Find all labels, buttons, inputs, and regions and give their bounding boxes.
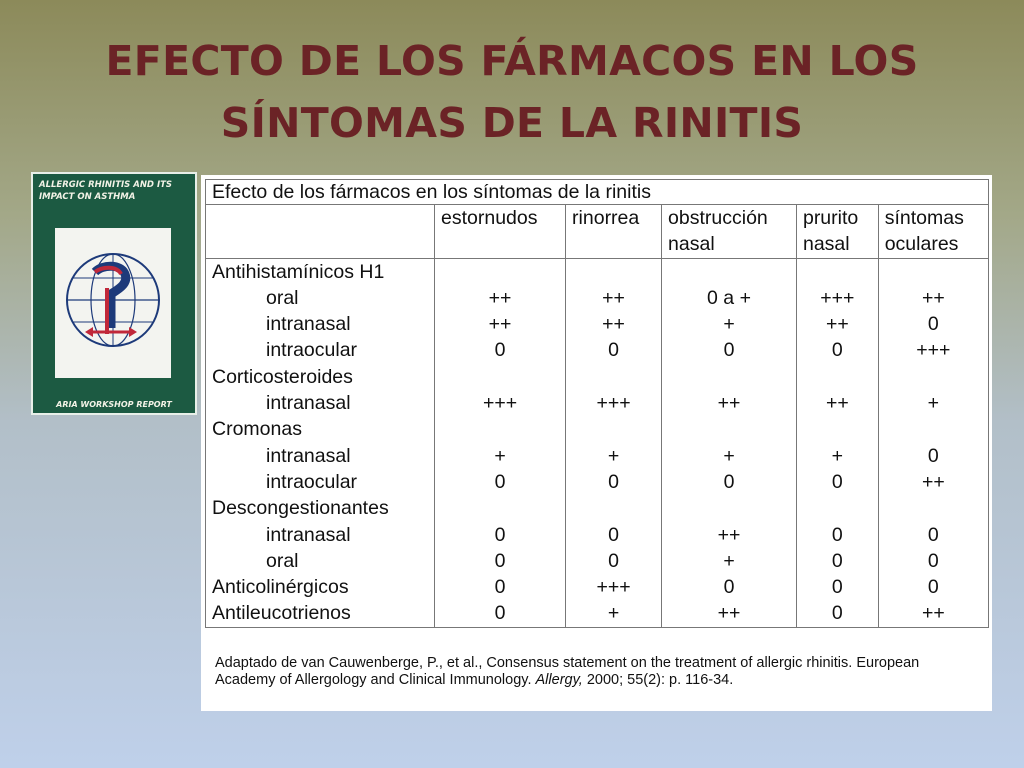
header-sneezing: estornudos <box>435 205 566 259</box>
cover-title <box>39 179 189 203</box>
effect-value: + <box>723 444 735 467</box>
effect-value: ++ <box>602 286 625 309</box>
effect-value: + <box>831 444 844 467</box>
header-blank-cell <box>206 205 435 259</box>
row-label: Corticosteroides <box>212 365 353 388</box>
effect-value: ++ <box>602 313 625 336</box>
effect-value <box>885 259 982 285</box>
effect-value: 0 <box>608 549 619 572</box>
row-label: intraocular <box>266 339 358 362</box>
effect-value <box>668 416 790 442</box>
effect-value: 0 <box>831 339 843 362</box>
cover-title-line-2: IMPACT ON ASTHMA <box>39 192 136 202</box>
effect-value: 0 <box>494 339 506 362</box>
effect-value <box>885 364 982 390</box>
effect-value <box>668 259 790 285</box>
row-label: Antileucotrienos <box>212 602 351 625</box>
effect-value: 0 <box>494 549 506 572</box>
header-rhinorrhea: rinorrea <box>566 205 662 259</box>
effect-value: ++ <box>921 602 945 625</box>
drug-effects-table <box>205 179 989 628</box>
effect-value: 0 <box>494 576 506 599</box>
header-nasal-itch: prurito nasal <box>796 205 878 259</box>
table-caption: Efecto de los fármacos en los síntomas de la rinitis <box>206 180 989 205</box>
effect-value: 0 <box>494 602 506 625</box>
aria-report-cover <box>31 172 197 415</box>
slide-title <box>40 30 984 154</box>
row-label: intranasal <box>266 523 351 546</box>
header-ocular-symptoms: síntomas oculares <box>878 205 988 259</box>
row-label: oral <box>266 286 299 309</box>
sneezing-values-column <box>435 258 566 627</box>
effect-value <box>572 364 655 390</box>
effect-value: + <box>607 444 620 467</box>
effect-value <box>441 364 559 390</box>
table-body-row <box>206 258 989 627</box>
effect-value: 0 <box>723 470 735 493</box>
effect-value: ++ <box>717 523 741 546</box>
effect-value: 0 <box>831 523 843 546</box>
effect-value: 0 <box>831 549 843 572</box>
effect-value: +++ <box>596 576 631 599</box>
row-label: Cromonas <box>212 418 302 441</box>
row-label: Antihistamínicos H1 <box>212 260 385 283</box>
header-nasal-obstruction: obstrucción nasal <box>662 205 797 259</box>
effect-value: +++ <box>596 392 631 415</box>
effect-value <box>441 495 559 521</box>
effect-value: 0 <box>608 339 619 362</box>
row-label: oral <box>266 549 299 572</box>
effect-value <box>572 416 655 442</box>
effect-value <box>803 416 872 442</box>
effect-value <box>441 416 559 442</box>
effect-value: 0 <box>608 523 619 546</box>
row-label: Descongestionantes <box>212 497 389 520</box>
row-label: intraocular <box>266 470 358 493</box>
row-label: Anticolinérgicos <box>212 576 349 599</box>
effect-value: 0 <box>831 470 843 493</box>
effect-value: 0 <box>927 576 939 599</box>
effect-value: 0 <box>494 470 506 493</box>
effect-value <box>668 364 790 390</box>
effect-value: ++ <box>717 392 741 415</box>
effect-value: + <box>723 549 735 572</box>
effect-value <box>572 495 655 521</box>
row-label: intranasal <box>266 313 351 336</box>
row-label: intranasal <box>266 392 351 415</box>
effect-value: ++ <box>488 313 512 336</box>
slide-title-line-1: EFECTO DE LOS FÁRMACOS EN LOS <box>105 37 919 85</box>
rhinorrhea-values-column <box>566 258 662 627</box>
effect-value: ++ <box>921 286 945 309</box>
nasal-itch-values-column <box>796 258 878 627</box>
effect-value: + <box>723 313 735 336</box>
effect-value: + <box>494 444 506 467</box>
effect-value: +++ <box>820 286 855 309</box>
slide-title-line-2: SÍNTOMAS DE LA RINITIS <box>220 99 804 147</box>
table-header-row <box>206 205 989 259</box>
effect-value: ++ <box>825 392 849 415</box>
globe-logo-icon <box>55 228 171 378</box>
effect-value <box>885 495 982 521</box>
source-citation: Adaptado de van Cauwenberge, P., et al., Consensus statement on the treatment of allergic rhinitis. European Academy of Allergology and Clinical Immunology. Allergy, 2000; 55(2): p. 116-34. <box>215 655 920 688</box>
effect-value: + <box>607 602 620 625</box>
effect-value: ++ <box>921 470 945 493</box>
effect-value: 0 <box>927 313 939 336</box>
effect-value <box>803 364 872 390</box>
effect-value: ++ <box>488 286 512 309</box>
effect-value: 0 <box>494 523 506 546</box>
effect-value <box>668 495 790 521</box>
effect-value <box>803 495 872 521</box>
effect-value: 0 <box>927 549 939 572</box>
effect-value: 0 <box>723 576 735 599</box>
effect-value: +++ <box>916 339 951 362</box>
table-panel <box>201 175 992 711</box>
effect-value <box>441 259 559 285</box>
ocular-values-column <box>878 258 988 627</box>
effect-value <box>572 259 655 285</box>
drug-label-column <box>206 258 435 627</box>
effect-value: ++ <box>717 602 741 625</box>
effect-value: 0 <box>831 576 843 599</box>
effect-value: 0 <box>831 602 843 625</box>
cover-title-line-1: ALLERGIC RHINITIS AND ITS <box>39 180 173 190</box>
obstruction-values-column <box>662 258 797 627</box>
effect-value <box>885 416 982 442</box>
row-label: intranasal <box>266 444 351 467</box>
effect-value: 0 <box>723 339 735 362</box>
cover-footer: ARIA WORKSHOP REPORT <box>56 400 172 409</box>
effect-value: 0 <box>608 470 619 493</box>
globe-emblem-icon <box>55 228 171 378</box>
effect-value: 0 <box>927 444 939 467</box>
table-caption-row <box>206 180 989 205</box>
effect-value: + <box>927 392 940 415</box>
effect-value: 0 a + <box>707 286 751 309</box>
effect-value <box>803 259 872 285</box>
journal-name: Allergy, <box>535 672 583 688</box>
effect-value: +++ <box>482 392 518 415</box>
effect-value: 0 <box>927 523 939 546</box>
effect-value: ++ <box>825 313 849 336</box>
